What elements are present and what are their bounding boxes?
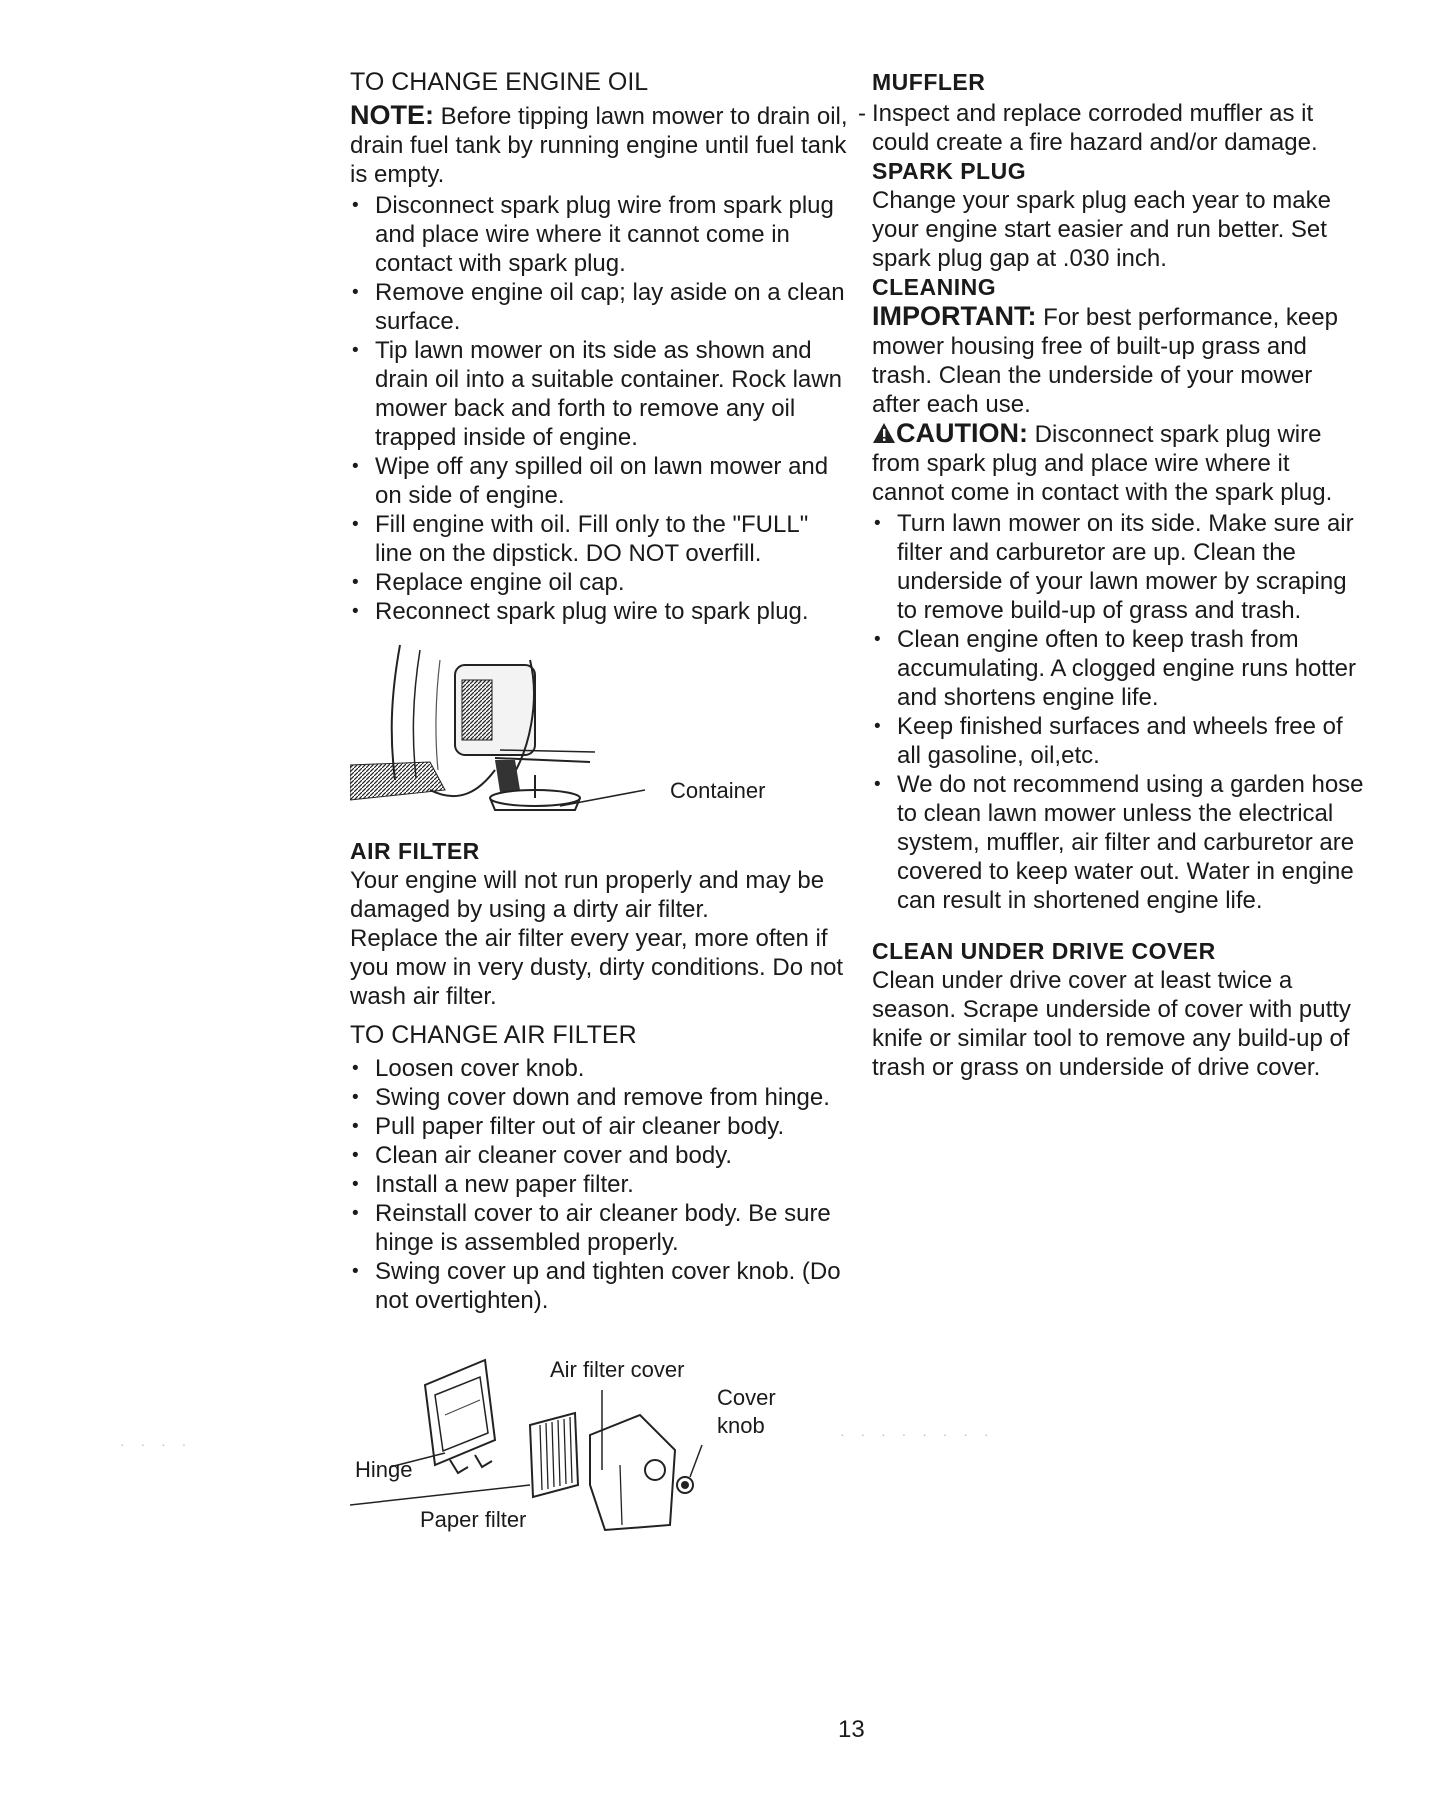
oil-drain-figure bbox=[350, 640, 850, 815]
list-item: • Fill engine with oil. Fill only to the "FULL" line on the dipstick. DO NOT overfill. bbox=[350, 510, 850, 568]
caution-note bbox=[872, 419, 1364, 507]
air-filter-steps-list bbox=[350, 1054, 850, 1315]
list-item: • Clean air cleaner cover and body. bbox=[350, 1141, 850, 1170]
oil-steps-list bbox=[350, 191, 850, 626]
note-label: NOTE: bbox=[350, 100, 434, 130]
list-item: • We do not recommend using a garden hose to clean lawn mower unless the electrical system, muffler, air filter and carburetor are covered to keep water out. Water in engine can result in shortened engine life. bbox=[872, 770, 1364, 915]
warning-triangle-icon bbox=[872, 422, 896, 444]
spark-plug-title: SPARK PLUG bbox=[872, 158, 1027, 184]
drive-cover-title: CLEAN UNDER DRIVE COVER bbox=[872, 938, 1216, 964]
air-filter-cover-label: Air filter cover bbox=[550, 1357, 685, 1382]
list-item: • Remove engine oil cap; lay aside on a clean surface. bbox=[350, 278, 850, 336]
scan-speckle: · · · · · · · · bbox=[840, 1426, 995, 1442]
list-item: • Clean engine often to keep trash from accumulating. A clogged engine runs hotter and shortens engine life. bbox=[872, 625, 1364, 712]
change-air-filter-title: TO CHANGE AIR FILTER bbox=[350, 1021, 637, 1049]
list-item: • Reconnect spark plug wire to spark plug. bbox=[350, 597, 850, 626]
list-item: • Swing cover up and tighten cover knob. (Do not overtighten). bbox=[350, 1257, 850, 1315]
air-filter-paragraph: Replace the air filter every year, more often if you mow in very dusty, dirty conditions. Do not wash air filter. bbox=[350, 925, 844, 1010]
list-item: • Swing cover down and remove from hinge. bbox=[350, 1083, 850, 1112]
left-column bbox=[350, 68, 850, 1545]
hinge-label: Hinge bbox=[355, 1457, 413, 1482]
list-item: • Loosen cover knob. bbox=[350, 1054, 850, 1083]
caution-text: Disconnect spark plug wire from spark plug and place wire where it cannot come in contact with the spark plug. bbox=[872, 421, 1333, 506]
scan-speckle: · · · · bbox=[120, 1436, 193, 1452]
caution-label: CAUTION: bbox=[896, 418, 1028, 448]
muffler-list bbox=[872, 99, 1364, 157]
cleaning-steps-list bbox=[872, 509, 1364, 915]
right-column bbox=[872, 68, 1364, 1082]
list-item: • Tip lawn mower on its side as shown and drain oil into a suitable container. Rock lawn mower back and forth to remove any oil trapped inside of engine. bbox=[350, 336, 850, 452]
list-item: • Install a new paper filter. bbox=[350, 1170, 850, 1199]
cover-label: Cover bbox=[717, 1385, 776, 1410]
page-number: 13 bbox=[838, 1716, 865, 1743]
important-text: For best performance, keep mower housing free of built-up grass and trash. Clean the underside of your mower after each use. bbox=[872, 304, 1338, 418]
cleaning-title: CLEANING bbox=[872, 274, 997, 300]
container-label: Container bbox=[670, 778, 766, 803]
drive-cover-text: Clean under drive cover at least twice a season. Scrape underside of cover with putty knife or similar tool to remove any build-up of trash or grass on underside of drive cover. bbox=[872, 967, 1351, 1081]
air-filter-paragraph: Your engine will not run properly and may be damaged by using a dirty air filter. bbox=[350, 867, 825, 923]
important-note bbox=[872, 302, 1364, 419]
list-item: • Keep finished surfaces and wheels free of all gasoline, oil,etc. bbox=[872, 712, 1364, 770]
list-item: • Replace engine oil cap. bbox=[350, 568, 850, 597]
list-item: • Disconnect spark plug wire from spark plug and place wire where it cannot come in contact with spark plug. bbox=[350, 191, 850, 278]
list-item: • Reinstall cover to air cleaner body. Be sure hinge is assembled properly. bbox=[350, 1199, 850, 1257]
knob-label: knob bbox=[717, 1413, 765, 1438]
list-item: • Pull paper filter out of air cleaner body. bbox=[350, 1112, 850, 1141]
air-filter-figure bbox=[350, 1355, 850, 1545]
muffler-title: MUFFLER bbox=[872, 69, 986, 95]
note-text: Before tipping lawn mower to drain oil, drain fuel tank by running engine until fuel tank is empty. bbox=[350, 103, 848, 188]
list-item: • Wipe off any spilled oil on lawn mower and on side of engine. bbox=[350, 452, 850, 510]
spark-plug-text: Change your spark plug each year to make your engine start easier and run better. Set spark plug gap at .030 inch. bbox=[872, 187, 1331, 272]
oil-section-title: TO CHANGE ENGINE OIL bbox=[350, 68, 649, 96]
oil-note bbox=[350, 101, 850, 189]
air-filter-title: AIR FILTER bbox=[350, 838, 480, 864]
list-item: - Inspect and replace corroded muffler as it could create a fire hazard and/or damage. bbox=[872, 99, 1364, 157]
paper-filter-label: Paper filter bbox=[420, 1507, 527, 1532]
list-item: • Turn lawn mower on its side. Make sure air filter and carburetor are up. Clean the underside of your lawn mower by scraping to remove build-up of grass and trash. bbox=[872, 509, 1364, 625]
important-label: IMPORTANT: bbox=[872, 301, 1037, 331]
